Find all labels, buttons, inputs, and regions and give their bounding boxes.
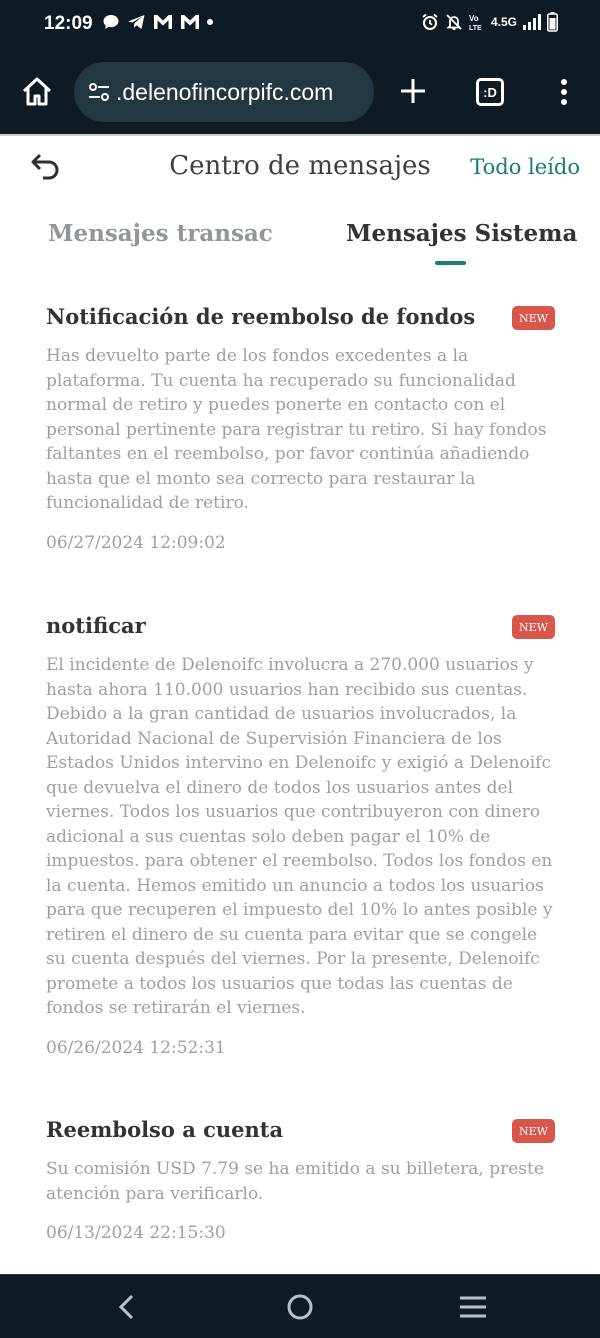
system-icons	[421, 12, 558, 32]
active-tab-indicator	[435, 261, 466, 265]
message-date: 06/26/2024 12:52:31	[46, 1037, 226, 1058]
message-date: 06/27/2024 12:09:02	[46, 532, 226, 553]
url-prefix: .	[116, 78, 123, 105]
nav-back-icon[interactable]	[113, 1293, 139, 1321]
message-item[interactable]	[46, 302, 556, 555]
telegram-icon	[127, 13, 146, 31]
message-body: El incidente de Delenoifc involucra a 270.000 usuarios y hasta ahora 110.000 usuarios han recibido sus cuentas. Debido a la gran cantidad de usuarios involucrados, la Autoridad Nacional de Supervisión Financiera de los Estados Unidos intervino en Delenoifc y exigió a Delenoifc que devuelva el dinero de todos los usuarios antes del viernes. Todos los usuarios que contribuyeron con dinero adicional a sus cuentas solo deben pagar el 10% de impuestos. para obtener el reembolso. Todos los fondos en la cuenta. Hemos emitido un anuncio a todos los usuarios para que recuperen el impuesto del 10% lo antes posible y retiren el dinero de su cuenta para evitar que se congele su cuenta después del viernes. Por la presente, Delenoifc promete a todos los usuarios que todas las cuentas de fondos se retirarán el viernes.	[46, 655, 553, 1018]
new-badge: NEW	[512, 306, 555, 330]
status-bar	[0, 0, 600, 50]
tab-switcher-button[interactable]: :D	[476, 78, 504, 106]
battery-icon	[547, 12, 558, 32]
message-body: Has devuelto parte de los fondos excedentes a la plataforma. Tu cuenta ha recuperado su funcionalidad normal de retiro y puedes ponerte en contacto con el personal pertinente para registrar tu retiro. Si hay fondos faltantes en el reembolso, por favor continúa añadiendo hasta que el monto sea correcto para restaurar la funcionalidad de retiro.	[46, 346, 547, 513]
gmail-icon	[180, 14, 200, 30]
nav-recents-icon[interactable]	[458, 1295, 488, 1319]
new-tab-button[interactable]	[398, 76, 428, 106]
app-header	[0, 136, 600, 200]
message-date: 06/13/2024 22:15:30	[46, 1223, 226, 1243]
url-domain: delenofincorpifc.com	[122, 78, 334, 105]
address-bar[interactable]	[74, 62, 374, 122]
new-badge: NEW	[512, 615, 555, 639]
system-nav-bar	[0, 1274, 600, 1338]
volte-icon	[469, 13, 485, 31]
url-text[interactable]	[116, 79, 333, 106]
gmail-icon	[153, 14, 173, 30]
message-title: Reembolso a cuenta	[46, 1117, 284, 1142]
tab-transactions[interactable]: Mensajes transac	[48, 220, 273, 247]
nav-home-icon[interactable]	[286, 1293, 314, 1321]
home-icon[interactable]	[20, 75, 54, 109]
chat-bubble-icon	[102, 13, 120, 31]
message-item[interactable]	[46, 1115, 556, 1245]
signal-icon	[523, 14, 541, 30]
message-body: Su comisión USD 7.79 se ha emitido a su billetera, preste atención para verificarlo.	[46, 1159, 544, 1204]
message-title: Notificación de reembolso de fondos	[46, 304, 476, 329]
mark-all-read-button[interactable]: Todo leído	[470, 155, 580, 179]
new-badge: NEW	[512, 1119, 555, 1143]
tab-system[interactable]: Mensajes Sistema	[346, 220, 578, 247]
notification-icons	[102, 13, 213, 31]
status-time: 12:09	[44, 13, 93, 34]
svg-text:Vo: Vo	[468, 14, 479, 23]
bell-off-icon	[445, 13, 463, 31]
page-title: Centro de mensajes	[169, 151, 431, 181]
message-tabs	[0, 212, 600, 272]
network-type: 4.5G	[490, 15, 517, 29]
site-settings-icon[interactable]	[87, 80, 111, 104]
browser-toolbar	[0, 50, 600, 136]
dot-icon	[207, 19, 213, 25]
more-menu-icon[interactable]	[552, 78, 576, 106]
message-title: notificar	[46, 613, 146, 638]
message-item[interactable]	[46, 611, 556, 1060]
alarm-icon	[421, 13, 439, 31]
svg-text:LTE: LTE	[468, 25, 482, 31]
